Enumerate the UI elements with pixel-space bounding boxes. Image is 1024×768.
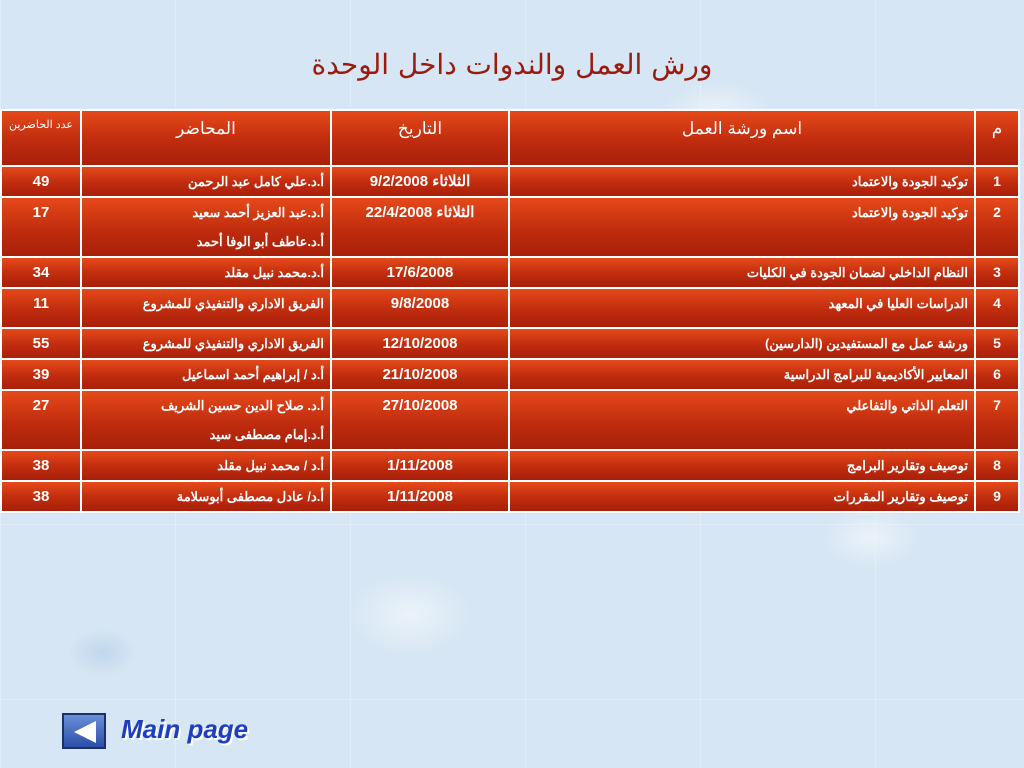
lecturer-name: أ.د/ عادل مصطفى أبوسلامة: [176, 489, 324, 504]
row-lecturer: [81, 257, 331, 288]
page-title: ورش العمل والندوات داخل الوحدة: [311, 48, 713, 81]
row-date: الثلاثاء 9/2/2008: [331, 166, 509, 197]
lecturer-name-2: أ.د.إمام مصطفى سيد: [209, 427, 324, 442]
header-date: التاريخ: [331, 110, 509, 166]
lecturer-name: الفريق الاداري والتنفيذي للمشروع: [142, 336, 324, 351]
table-row: [1, 328, 1019, 359]
row-num: 3: [975, 257, 1019, 288]
main-page-link[interactable]: Main page: [121, 714, 249, 744]
back-button[interactable]: [62, 713, 106, 749]
row-lecturer: [81, 450, 331, 481]
lecturer-name: أ.د.محمد نبيل مقلد: [224, 265, 324, 280]
row-date: 12/10/2008: [331, 328, 509, 359]
row-num: 8: [975, 450, 1019, 481]
row-attendees: 34: [1, 257, 81, 288]
row-num: 1: [975, 166, 1019, 197]
row-lecturer: [81, 390, 331, 450]
table-row: [1, 481, 1019, 512]
triangle-left-icon: [74, 721, 96, 743]
row-workshop: توصيف وتقارير البرامج: [509, 450, 975, 481]
row-num: 9: [975, 481, 1019, 512]
table-row: [1, 288, 1019, 328]
workshops-table-container: [0, 109, 1020, 513]
row-attendees: 39: [1, 359, 81, 390]
row-attendees: 27: [1, 390, 81, 450]
table-header-row: [1, 110, 1019, 166]
header-lecturer: المحاضر: [81, 110, 331, 166]
row-num: 6: [975, 359, 1019, 390]
table-row: [1, 450, 1019, 481]
row-lecturer: [81, 359, 331, 390]
row-workshop: ورشة عمل مع المستفيدين (الدارسين): [509, 328, 975, 359]
row-date: 1/11/2008: [331, 481, 509, 512]
table-row: [1, 197, 1019, 257]
workshops-table: [0, 109, 1020, 513]
row-attendees: 38: [1, 450, 81, 481]
row-workshop: النظام الداخلي لضمان الجودة في الكليات: [509, 257, 975, 288]
table-row: [1, 359, 1019, 390]
lecturer-name-2: أ.د.عاطف أبو الوفا أحمد: [196, 234, 324, 249]
row-lecturer: [81, 166, 331, 197]
row-lecturer: [81, 328, 331, 359]
row-workshop: توكيد الجودة والاعتماد: [509, 166, 975, 197]
row-num: 5: [975, 328, 1019, 359]
row-date: 9/8/2008: [331, 288, 509, 328]
row-workshop: توكيد الجودة والاعتماد: [509, 197, 975, 257]
row-attendees: 55: [1, 328, 81, 359]
row-workshop: الدراسات العليا في المعهد: [509, 288, 975, 328]
row-date: 21/10/2008: [331, 359, 509, 390]
row-num: 4: [975, 288, 1019, 328]
row-lecturer: [81, 197, 331, 257]
lecturer-name: أ.د / إبراهيم أحمد اسماعيل: [181, 367, 324, 382]
row-date: 17/6/2008: [331, 257, 509, 288]
row-num: 7: [975, 390, 1019, 450]
row-date: 27/10/2008: [331, 390, 509, 450]
table-row: [1, 390, 1019, 450]
row-attendees: 49: [1, 166, 81, 197]
table-row: [1, 166, 1019, 197]
header-num: م: [975, 110, 1019, 166]
row-num: 2: [975, 197, 1019, 257]
row-attendees: 17: [1, 197, 81, 257]
lecturer-name: أ.د / محمد نبيل مقلد: [217, 458, 324, 473]
header-workshop: اسم ورشة العمل: [509, 110, 975, 166]
header-attendees: عدد الحاضرين: [1, 110, 81, 166]
row-date: الثلاثاء 22/4/2008: [331, 197, 509, 257]
row-attendees: 11: [1, 288, 81, 328]
row-workshop: توصيف وتقارير المقررات: [509, 481, 975, 512]
row-workshop: المعايير الأكاديمية للبرامج الدراسية: [509, 359, 975, 390]
row-attendees: 38: [1, 481, 81, 512]
table-row: [1, 257, 1019, 288]
lecturer-name: الفريق الاداري والتنفيذي للمشروع: [142, 296, 324, 311]
row-date: 1/11/2008: [331, 450, 509, 481]
lecturer-name: أ.د.علي كامل عبد الرحمن: [187, 174, 324, 189]
lecturer-name: أ.د.عبد العزيز أحمد سعيد: [192, 205, 324, 220]
lecturer-name: أ.د. صلاح الدين حسين الشريف: [160, 398, 324, 413]
row-lecturer: [81, 288, 331, 328]
row-lecturer: [81, 481, 331, 512]
row-workshop: التعلم الذاتي والتفاعلي: [509, 390, 975, 450]
